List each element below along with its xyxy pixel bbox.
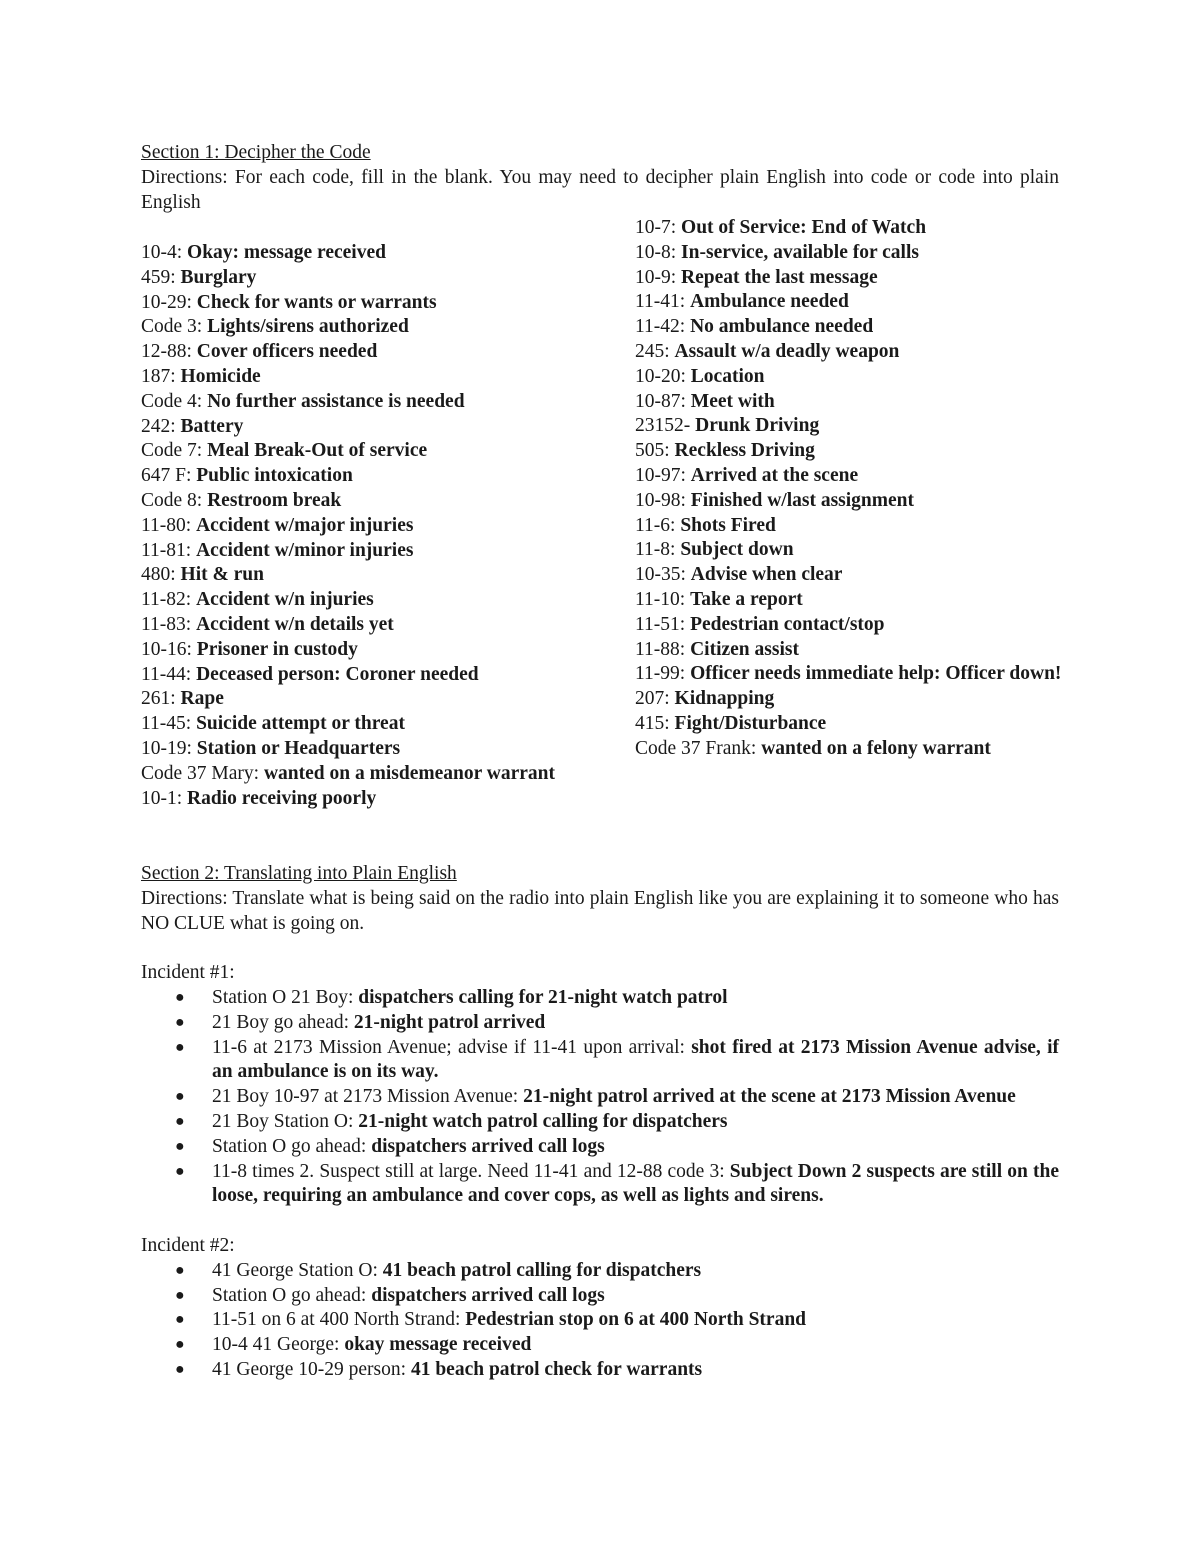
code-label: 459:: [141, 266, 176, 288]
code-meaning: Finished w/last assignment: [690, 489, 914, 511]
code-label: 480:: [141, 564, 176, 586]
radio-text: 21 Boy go ahead:: [212, 1011, 350, 1033]
code-meaning: Hit & run: [180, 564, 264, 586]
code-label: 10-7:: [635, 217, 677, 238]
code-label: 245:: [635, 340, 670, 362]
code-meaning: wanted on a misdemeanor warrant: [263, 762, 555, 784]
code-label: 10-4:: [141, 242, 183, 263]
code-meaning: Lights/sirens authorized: [207, 316, 409, 338]
code-entry: [141, 737, 571, 762]
code-entry: [141, 762, 571, 787]
translation-text: Pedestrian stop on 6 at 400 North Strand: [465, 1309, 807, 1331]
code-meaning: Pedestrian contact/stop: [690, 613, 885, 635]
code-entry: [141, 415, 571, 440]
code-label: 23152-: [635, 415, 691, 437]
code-entry: [635, 563, 1065, 588]
code-label: 11-41:: [635, 291, 686, 313]
code-label: 11-80:: [141, 514, 192, 536]
code-label: 11-88:: [635, 638, 686, 660]
code-entry: [635, 315, 1065, 340]
code-label: 415:: [635, 712, 670, 734]
code-label: 10-16:: [141, 638, 192, 660]
radio-text: 41 George 10-29 person:: [212, 1358, 407, 1380]
code-label: Code 3:: [141, 316, 203, 338]
incident-item: [141, 1259, 1059, 1284]
code-label: 12-88:: [141, 341, 192, 363]
code-entry: [635, 290, 1065, 315]
bullet-icon: ●: [175, 1112, 185, 1130]
code-label: 10-19:: [141, 737, 192, 759]
code-meaning: Suicide attempt or threat: [196, 713, 405, 735]
radio-text: 21 Boy Station O:: [212, 1110, 354, 1132]
code-entry: [141, 539, 571, 564]
code-meaning: Out of Service: End of Watch: [681, 217, 927, 238]
code-entry: [141, 464, 571, 489]
incident-item: [141, 1135, 1059, 1160]
code-label: 647 F:: [141, 465, 192, 487]
code-label: 10-35:: [635, 564, 686, 586]
code-label: 10-8:: [635, 241, 677, 263]
code-meaning: Rape: [180, 688, 224, 710]
code-label: 10-20:: [635, 365, 686, 387]
code-meaning: Reckless Driving: [674, 440, 815, 462]
code-entry: [141, 588, 571, 613]
code-meaning: Deceased person: Coroner needed: [196, 663, 479, 685]
translation-text: 41 beach patrol calling for dispatchers: [382, 1259, 702, 1281]
code-meaning: Radio receiving poorly: [187, 787, 377, 809]
code-label: 11-83:: [141, 613, 192, 635]
section2: [141, 862, 1059, 1383]
incident-item: [141, 1160, 1059, 1210]
code-label: 11-44:: [141, 663, 192, 685]
left-code-list: [141, 241, 571, 811]
code-entry: [141, 787, 571, 812]
code-meaning: Prisoner in custody: [196, 638, 358, 660]
code-meaning: No further assistance is needed: [207, 390, 465, 412]
bullet-icon: ●: [175, 1137, 185, 1155]
incident-item: [141, 986, 1059, 1011]
translation-text: 21-night patrol arrived at the scene at 2173 Mission Avenue: [523, 1086, 1016, 1108]
code-meaning: Shots Fired: [680, 514, 776, 536]
code-meaning: Repeat the last message: [681, 266, 878, 288]
code-label: 11-6:: [635, 514, 676, 536]
radio-text: 11-6 at 2173 Mission Avenue; advise if 11-41 upon arrival:: [212, 1036, 685, 1058]
code-entry: [635, 613, 1065, 638]
code-meaning: Homicide: [180, 365, 261, 387]
code-entry: [141, 663, 571, 688]
translation-text: dispatchers arrived call logs: [371, 1135, 605, 1157]
code-meaning: wanted on a felony warrant: [761, 737, 991, 759]
code-meaning: Drunk Driving: [695, 415, 820, 437]
code-entry: [635, 241, 1065, 266]
code-entry: [635, 464, 1065, 489]
code-entry: [141, 390, 571, 415]
section1-title: Section 1: Decipher the Code: [141, 142, 371, 163]
translation-text: okay message received: [344, 1334, 532, 1356]
incident1-list: [141, 986, 1059, 1209]
code-meaning: Ambulance needed: [690, 291, 849, 313]
code-meaning: Okay: message received: [187, 242, 386, 263]
bullet-icon: ●: [175, 1038, 185, 1056]
code-entry: [635, 414, 1065, 439]
code-label: Code 4:: [141, 390, 203, 412]
code-label: 11-82:: [141, 589, 192, 611]
code-meaning: Meet with: [690, 390, 775, 412]
code-entry: [635, 489, 1065, 514]
translation-text: 41 beach patrol check for warrants: [410, 1358, 703, 1380]
code-entry: [141, 613, 571, 638]
bullet-icon: ●: [175, 1261, 185, 1279]
code-meaning: Meal Break-Out of service: [207, 440, 428, 462]
incident-item: [141, 1085, 1059, 1110]
code-entry: [635, 340, 1065, 365]
code-meaning: No ambulance needed: [690, 316, 874, 338]
bullet-icon: ●: [175, 1311, 185, 1329]
code-meaning: Accident w/minor injuries: [196, 539, 414, 561]
incident1-title: Incident #1:: [141, 962, 235, 984]
code-meaning: Battery: [180, 415, 244, 437]
code-meaning: Location: [690, 365, 765, 387]
code-label: 11-10:: [635, 588, 686, 610]
code-label: 10-9:: [635, 266, 677, 288]
incident-item: [141, 1110, 1059, 1135]
code-entry: [635, 514, 1065, 539]
radio-text: 10-4 41 George:: [212, 1334, 340, 1356]
translation-text: shot fired at 2173 Mission Avenue advise, if an ambulance is on its way.: [212, 1036, 1060, 1083]
code-entry: [141, 266, 571, 291]
incident2-list: [141, 1259, 1059, 1383]
code-entry: [141, 315, 571, 340]
code-label: 10-29:: [141, 291, 192, 313]
code-meaning: Check for wants or warrants: [196, 291, 437, 313]
code-label: 10-98:: [635, 489, 686, 511]
code-entry: [141, 563, 571, 588]
code-meaning: Fight/Disturbance: [674, 712, 827, 734]
code-entry: [141, 712, 571, 737]
code-meaning: Take a report: [690, 588, 803, 610]
code-label: 11-81:: [141, 539, 192, 561]
incident-item: [141, 1308, 1059, 1333]
radio-text: Station O go ahead:: [212, 1135, 367, 1157]
translation-text: 21-night watch patrol calling for dispatchers: [358, 1110, 728, 1132]
section1-header: [141, 141, 1059, 215]
code-label: 505:: [635, 440, 670, 462]
bullet-icon: ●: [175, 988, 185, 1006]
code-label: 10-1:: [141, 787, 183, 809]
code-meaning: Accident w/n details yet: [196, 613, 394, 635]
code-meaning: Cover officers needed: [196, 341, 378, 363]
code-meaning: Station or Headquarters: [196, 737, 401, 759]
code-label: Code 8:: [141, 489, 203, 511]
code-entry: [141, 439, 571, 464]
code-entry: [141, 241, 571, 266]
radio-text: 21 Boy 10-97 at 2173 Mission Avenue:: [212, 1086, 519, 1108]
code-label: 10-97:: [635, 464, 686, 486]
code-meaning: Advise when clear: [690, 564, 843, 586]
code-meaning: Kidnapping: [674, 688, 775, 710]
radio-text: 41 George Station O:: [212, 1259, 378, 1281]
code-label: 11-45:: [141, 713, 192, 735]
code-label: 11-42:: [635, 316, 686, 338]
code-entry: [635, 638, 1065, 663]
code-label: Code 37 Mary:: [141, 762, 260, 784]
code-label: Code 7:: [141, 440, 203, 462]
bullet-icon: ●: [175, 1286, 185, 1304]
code-entry: [635, 712, 1065, 737]
code-meaning: Citizen assist: [690, 638, 799, 660]
code-entry: [635, 737, 1065, 762]
code-entry: [635, 538, 1065, 563]
code-entry: [635, 216, 1065, 241]
code-meaning: Assault w/a deadly weapon: [674, 340, 900, 362]
code-entry: [141, 687, 571, 712]
code-entry: [141, 489, 571, 514]
translation-text: 21-night patrol arrived: [353, 1011, 546, 1033]
incident-item: [141, 1284, 1059, 1309]
code-meaning: Arrived at the scene: [690, 464, 859, 486]
bullet-icon: ●: [175, 1013, 185, 1031]
code-meaning: Subject down: [680, 539, 794, 561]
code-entry: [635, 266, 1065, 291]
code-meaning: Burglary: [180, 266, 257, 288]
bullet-icon: ●: [175, 1360, 185, 1378]
code-label: 261:: [141, 688, 176, 710]
code-label: 11-51:: [635, 613, 686, 635]
radio-text: Station O go ahead:: [212, 1284, 367, 1306]
code-label: 11-99:: [635, 663, 686, 685]
bullet-icon: ●: [175, 1162, 185, 1180]
section2-title: Section 2: Translating into Plain English: [141, 863, 457, 884]
code-label: 11-8:: [635, 539, 676, 561]
code-entry: [635, 390, 1065, 415]
code-entry: [141, 514, 571, 539]
code-meaning: Accident w/major injuries: [196, 514, 414, 536]
bullet-icon: ●: [175, 1336, 185, 1354]
right-code-list: [635, 216, 1065, 762]
code-label: Code 37 Frank:: [635, 737, 757, 759]
code-label: 187:: [141, 365, 176, 387]
code-entry: [141, 638, 571, 663]
radio-text: 11-51 on 6 at 400 North Strand:: [212, 1309, 461, 1331]
code-entry: [635, 439, 1065, 464]
radio-text: 11-8 times 2. Suspect still at large. Need 11-41 and 12-88 code 3:: [212, 1160, 725, 1182]
incident-item: [141, 1358, 1059, 1383]
code-label: 207:: [635, 688, 670, 710]
incident-item: [141, 1011, 1059, 1036]
incident-item: [141, 1333, 1059, 1358]
code-meaning: Officer needs immediate help: Officer down!: [690, 663, 1062, 685]
bullet-icon: ●: [175, 1088, 185, 1106]
translation-text: dispatchers arrived call logs: [371, 1284, 605, 1306]
code-entry: [141, 365, 571, 390]
code-entry: [141, 340, 571, 365]
code-meaning: In-service, available for calls: [681, 241, 919, 263]
translation-text: Subject Down 2 suspects are still on the loose, requiring an ambulance and cover cops, as well as lights and sirens.: [212, 1160, 1060, 1207]
translation-text: dispatchers calling for 21-night watch patrol: [358, 986, 728, 1008]
code-entry: [635, 588, 1065, 613]
incident2-title: Incident #2:: [141, 1234, 235, 1256]
code-entry: [635, 687, 1065, 712]
code-meaning: Restroom break: [207, 489, 342, 511]
code-label: 242:: [141, 415, 176, 437]
code-entry: [635, 365, 1065, 390]
code-label: 10-87:: [635, 390, 686, 412]
code-entry: [141, 291, 571, 316]
code-meaning: Accident w/n injuries: [196, 589, 374, 611]
code-entry: [635, 662, 1065, 687]
section2-directions: Directions: Translate what is being said on the radio into plain English like you are explaining it to someone who has NO CLUE what is going on.: [141, 887, 1059, 934]
radio-text: Station O 21 Boy:: [212, 986, 354, 1008]
incident-item: [141, 1036, 1059, 1086]
section1-directions: Directions: For each code, fill in the blank. You may need to decipher plain English into code or code into plain English: [141, 166, 1059, 213]
code-meaning: Public intoxication: [196, 465, 353, 487]
